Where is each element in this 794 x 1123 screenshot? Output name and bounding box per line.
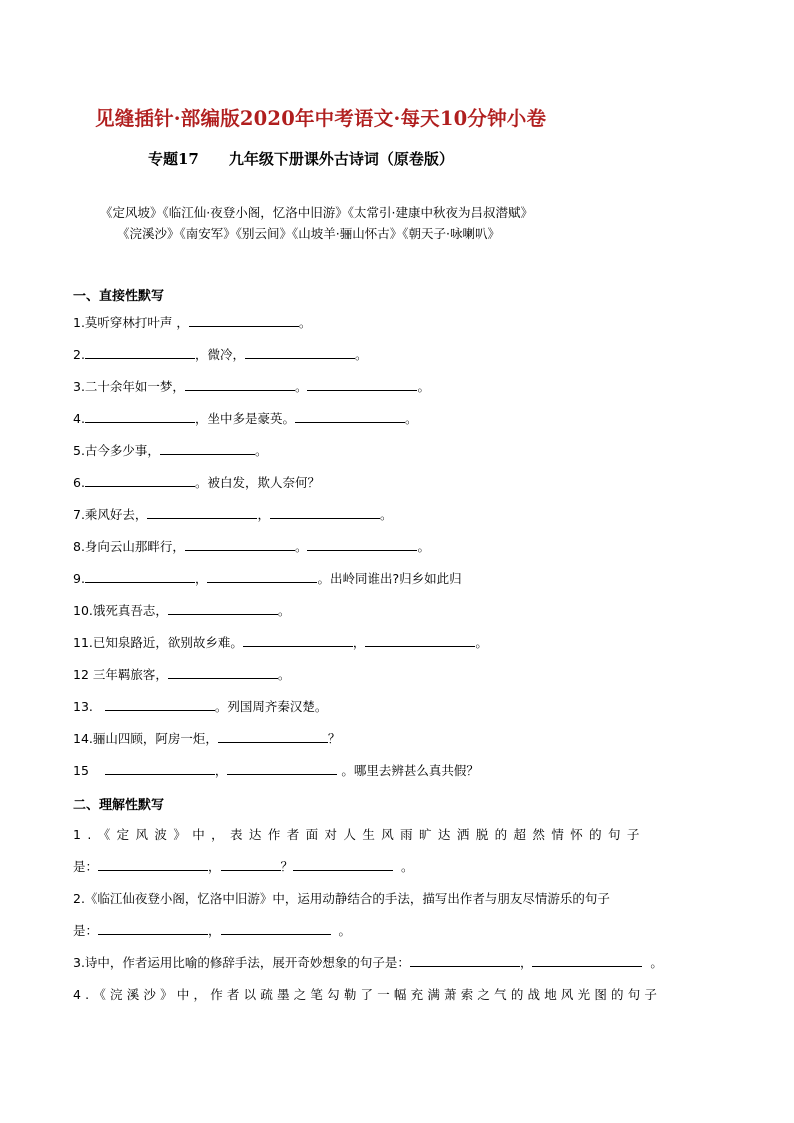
section-heading-understanding: 二、理解性默写	[73, 798, 165, 813]
answer-blank[interactable]	[105, 698, 215, 711]
question-2-3: 3.诗中，作者运用比喻的修辞手法，展开奇妙想象的句子是： ， 。	[73, 955, 663, 970]
question-1-14: 14.骊山四顾，阿房一炬， ？	[73, 731, 341, 746]
answer-blank[interactable]	[147, 506, 257, 519]
question-1-8: 8.身向云山那畔行， 。 。	[73, 539, 430, 554]
subtitle-number: 专题17	[148, 150, 199, 168]
answer-blank[interactable]	[98, 858, 208, 871]
question-1-10: 10.饿死真吾志， 。	[73, 603, 291, 618]
answer-blank[interactable]	[185, 378, 295, 391]
question-1-2: 2. ，微冷， 。	[73, 347, 368, 362]
question-1-11: 11.已知泉路近，欲别故乡难。 ， 。	[73, 635, 488, 650]
answer-blank[interactable]	[98, 922, 208, 935]
question-2-2: 2.《临江仙夜登小阁，忆洛中旧游》中，运用动静结合的手法，描写出作者与朋友尽情游乐的句子	[73, 891, 610, 906]
answer-blank[interactable]	[307, 378, 417, 391]
answer-blank[interactable]	[245, 346, 355, 359]
question-1-9: 9. ， 。出岭同谁出?归乡如此归	[73, 571, 462, 586]
answer-blank[interactable]	[410, 954, 520, 967]
answer-blank[interactable]	[293, 858, 393, 871]
question-2-4: 4.《浣溪沙》中，作者以疏墨之笔勾勒了一幅充满萧索之气的战地风光图的句子	[73, 987, 662, 1002]
answer-blank[interactable]	[295, 410, 405, 423]
answer-blank[interactable]	[221, 858, 281, 871]
works-list-line-2: 《浣溪沙》《南安军》《别云间》《山坡羊·骊山怀古》《朝天子·咏喇叭》	[117, 226, 500, 241]
page-title: 见缝插针·部编版2020年中考语文·每天10分钟小卷	[95, 107, 547, 130]
question-1-3: 3.二十余年如一梦， 。 。	[73, 379, 430, 394]
answer-blank[interactable]	[532, 954, 642, 967]
answer-blank[interactable]	[189, 314, 299, 327]
answer-blank[interactable]	[85, 346, 195, 359]
answer-blank[interactable]	[221, 922, 331, 935]
answer-blank[interactable]	[185, 538, 295, 551]
subtitle-text: 九年级下册课外古诗词（原卷版）	[228, 150, 454, 168]
question-1-7: 7.乘风好去， ， 。	[73, 507, 393, 522]
question-2-1: 1.《定风波》中，表达作者面对人生风雨旷达洒脱的超然情怀的句子	[73, 827, 646, 842]
question-1-6: 6. 。被白发，欺人奈何？	[73, 475, 320, 490]
section-heading-direct: 一、直接性默写	[73, 289, 165, 304]
question-2-2-answer: 是： ， 。	[73, 923, 351, 938]
answer-blank[interactable]	[243, 634, 353, 647]
answer-blank[interactable]	[168, 666, 278, 679]
answer-blank[interactable]	[105, 762, 215, 775]
answer-blank[interactable]	[365, 634, 475, 647]
question-1-13: 13. 。列国周齐秦汉楚。	[73, 699, 328, 714]
page-subtitle	[148, 148, 454, 169]
works-list-line-1: 《定风坡》《临江仙·夜登小阁，忆洛中旧游》《太常引·建康中秋夜为吕叔潜赋》	[100, 205, 533, 220]
answer-blank[interactable]	[85, 570, 195, 583]
question-1-12: 12 三年羁旅客， 。	[73, 667, 291, 682]
answer-blank[interactable]	[270, 506, 380, 519]
question-1-5: 5.古今多少事， 。	[73, 443, 268, 458]
answer-blank[interactable]	[307, 538, 417, 551]
question-1-1: 1.莫听穿林打叶声 ， 。	[73, 315, 312, 330]
answer-blank[interactable]	[85, 474, 195, 487]
question-1-15: 15 ， 。哪里去辨甚么真共假？	[73, 763, 479, 778]
question-1-4: 4. ，坐中多是豪英。 。	[73, 411, 418, 426]
answer-blank[interactable]	[168, 602, 278, 615]
answer-blank[interactable]	[207, 570, 317, 583]
question-2-1-answer: 是： ， ？ 。	[73, 859, 414, 874]
answer-blank[interactable]	[227, 762, 337, 775]
answer-blank[interactable]	[218, 730, 328, 743]
answer-blank[interactable]	[160, 442, 255, 455]
answer-blank[interactable]	[85, 410, 195, 423]
